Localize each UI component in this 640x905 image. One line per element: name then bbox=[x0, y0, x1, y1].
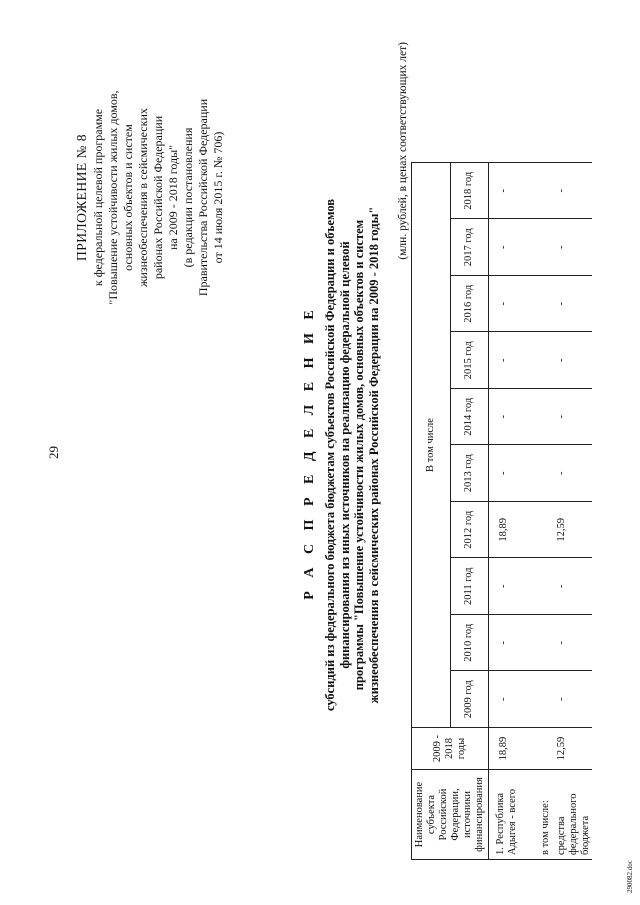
appendix-heading: ПРИЛОЖЕНИЕ № 8 bbox=[74, 133, 89, 262]
table-row bbox=[489, 163, 541, 860]
row-value: 18,89 bbox=[489, 502, 541, 559]
appendix-line: к федеральной целевой программе bbox=[91, 108, 105, 287]
header-year: 2010 год bbox=[450, 615, 489, 672]
row-value: - bbox=[489, 219, 541, 276]
header-group-label: В том числе bbox=[412, 163, 451, 728]
row-value bbox=[540, 445, 556, 502]
header-subject-name: Наименование субъекта Российской Федерации, источники финансирования bbox=[412, 770, 489, 860]
row-value bbox=[540, 276, 556, 333]
header-year: 2018 год bbox=[450, 163, 489, 220]
row-value: - bbox=[489, 445, 541, 502]
distribution-table bbox=[411, 162, 592, 860]
appendix-line: "Повышение устойчивости жилых домов, bbox=[106, 90, 120, 305]
row-value: - bbox=[556, 163, 592, 220]
header-year: 2011 год bbox=[450, 558, 489, 615]
document-heading: Р А С П Р Е Д Е Л Е Н И Е bbox=[302, 305, 317, 600]
row-value: - bbox=[556, 615, 592, 672]
row-value bbox=[540, 163, 556, 220]
appendix-line: Правительства Российской Федерации bbox=[196, 98, 210, 297]
table-row bbox=[540, 163, 556, 860]
header-year: 2015 год bbox=[450, 332, 489, 389]
header-year: 2013 год bbox=[450, 445, 489, 502]
header-year: 2016 год bbox=[450, 276, 489, 333]
header-year: 2017 год bbox=[450, 219, 489, 276]
row-value bbox=[540, 332, 556, 389]
row-value: - bbox=[489, 163, 541, 220]
row-value: 12,59 bbox=[556, 502, 592, 559]
row-value: - bbox=[489, 558, 541, 615]
subheading-line: жизнеобеспечения в сейсмических районах Российской Федерации на 2009 - 2018 годы" bbox=[366, 206, 381, 704]
row-name: 1. Республика Адыгея - всего bbox=[489, 770, 541, 860]
row-value bbox=[540, 558, 556, 615]
row-value: - bbox=[489, 276, 541, 333]
subheading-line: программы "Повышение устойчивости жилых домов, основных объектов и систем bbox=[352, 219, 366, 691]
units-note: (млн. рублей, в ценах соответствующих лет) bbox=[397, 42, 409, 260]
appendix-line: (в редакции постановления bbox=[181, 127, 195, 268]
row-name: средства федерального бюджета bbox=[556, 770, 592, 860]
row-value: - bbox=[556, 276, 592, 333]
row-name: в том числе: bbox=[540, 770, 556, 860]
row-value: - bbox=[489, 389, 541, 446]
row-value bbox=[540, 502, 556, 559]
page-number: 29 bbox=[46, 446, 61, 459]
subheading-line: субсидий из федерального бюджета бюджетам субъектов Российской Федерации и объемов bbox=[323, 198, 337, 712]
row-total: 12,59 bbox=[556, 728, 592, 770]
row-value: - bbox=[489, 615, 541, 672]
header-total-period: 2009 - 2018 годы bbox=[412, 728, 489, 770]
row-total bbox=[540, 728, 556, 770]
header-year: 2014 год bbox=[450, 389, 489, 446]
appendix-line: на 2009 - 2018 годы" bbox=[166, 144, 180, 251]
row-value bbox=[540, 389, 556, 446]
header-year: 2009 год bbox=[450, 671, 489, 728]
table-row bbox=[556, 163, 592, 860]
row-value: - bbox=[556, 558, 592, 615]
row-value: - bbox=[489, 332, 541, 389]
appendix-line: жизнеобеспечения в сейсмических bbox=[136, 108, 150, 287]
row-total: 18,89 bbox=[489, 728, 541, 770]
appendix-line: от 14 июля 2015 г. № 706) bbox=[211, 131, 225, 264]
appendix-line: основных объектов и систем bbox=[121, 124, 135, 271]
row-value bbox=[540, 671, 556, 728]
subheading-line: финансирования из иных источников на реализацию федеральной целевой bbox=[337, 241, 352, 669]
row-value: - bbox=[489, 671, 541, 728]
row-value: - bbox=[556, 671, 592, 728]
row-value bbox=[540, 219, 556, 276]
header-year: 2012 год bbox=[450, 502, 489, 559]
row-value: - bbox=[556, 219, 592, 276]
appendix-line: районах Российской Федерации bbox=[151, 115, 165, 280]
footer-file-note: 290082.doc bbox=[626, 860, 634, 893]
document-subheading bbox=[323, 45, 381, 865]
row-value: - bbox=[556, 332, 592, 389]
row-value: - bbox=[556, 445, 592, 502]
row-value bbox=[540, 615, 556, 672]
appendix-block bbox=[74, 20, 226, 375]
row-value: - bbox=[556, 389, 592, 446]
